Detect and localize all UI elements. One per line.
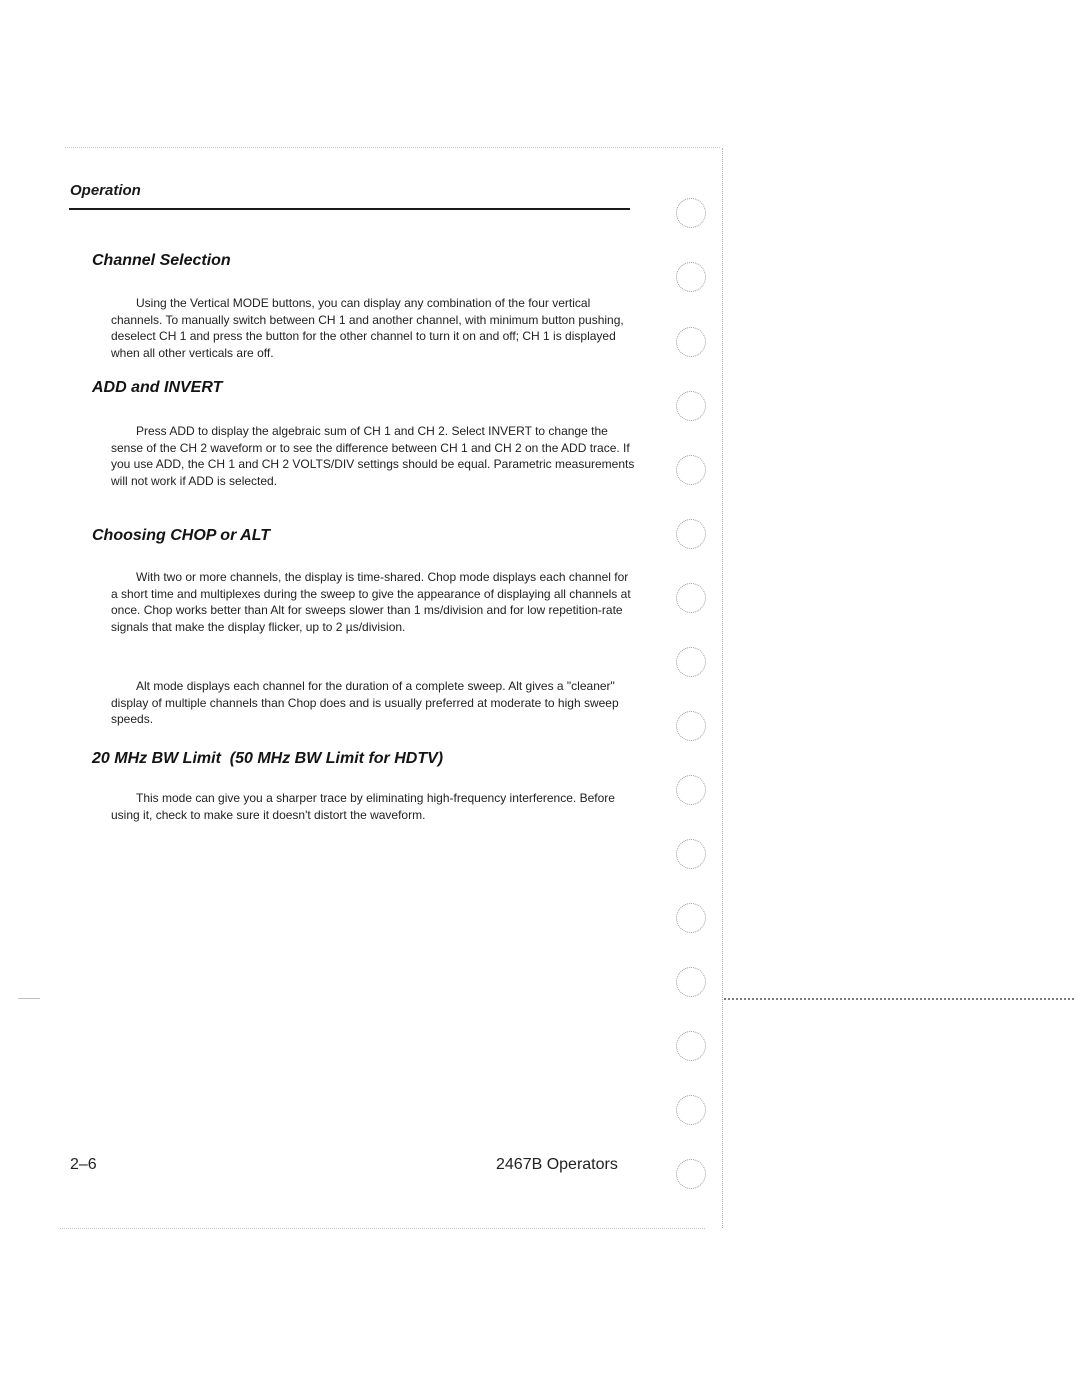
binder-hole bbox=[676, 839, 706, 869]
binder-hole bbox=[676, 775, 706, 805]
paragraph-chop: With two or more channels, the display is time-shared. Chop mode displays each channel for a short time and multiplexes during the sweep to give the appearance of displaying all channels at once. Chop works better than Alt for sweeps slower than 1 ms/division and for low repetition-rate signals that make the display flicker, up to 2 µs/division. bbox=[111, 570, 631, 634]
section-title-bw-limit: 20 MHz BW Limit (50 MHz BW Limit for HDTV) bbox=[92, 750, 444, 767]
binder-hole bbox=[676, 711, 706, 741]
paragraph-channel-selection: Using the Vertical MODE buttons, you can display any combination of the four vertical channels. To manually switch between CH 1 and another channel, with minimum button pushing, deselect CH 1 and press the button for the other channel to turn it on and off; CH 1 is displayed when all other verticals are off. bbox=[111, 296, 624, 360]
section-title-chop-alt: Choosing CHOP or ALT bbox=[92, 527, 271, 544]
bottom-scan-line bbox=[60, 1228, 705, 1229]
left-edge-mark bbox=[18, 998, 40, 999]
binder-hole bbox=[676, 967, 706, 997]
section-title-channel-selection: Channel Selection bbox=[92, 252, 231, 269]
right-edge-line bbox=[724, 998, 1074, 1000]
binder-hole bbox=[676, 583, 706, 613]
manual-title: 2467B Operators bbox=[496, 1156, 618, 1173]
binder-hole bbox=[676, 198, 706, 228]
top-scan-line bbox=[65, 147, 720, 148]
binder-hole bbox=[676, 1095, 706, 1125]
binder-hole bbox=[676, 903, 706, 933]
paragraph-alt: Alt mode displays each channel for the duration of a complete sweep. Alt gives a "cleaner" display of multiple channels than Chop does and is usually preferred at moderate to high sweep speeds. bbox=[111, 679, 619, 726]
paragraph-bw-limit: This mode can give you a sharper trace by eliminating high-frequency interference. Before using it, check to make sure it doesn't distort the waveform. bbox=[111, 791, 615, 822]
right-margin-line bbox=[722, 148, 723, 1228]
binder-hole bbox=[676, 391, 706, 421]
binder-hole bbox=[676, 455, 706, 485]
binder-hole bbox=[676, 1031, 706, 1061]
page-number: 2–6 bbox=[70, 1156, 97, 1173]
paragraph-add-invert: Press ADD to display the algebraic sum of CH 1 and CH 2. Select INVERT to change the sense of the CH 2 waveform or to see the difference between CH 1 and CH 2 on the ADD trace. If you use ADD, the CH 1 and CH 2 VOLTS/DIV settings should be equal. Parametric measurements will not work if ADD is selected. bbox=[111, 424, 635, 488]
binder-hole bbox=[676, 1159, 706, 1189]
header-rule bbox=[69, 208, 630, 210]
binder-hole bbox=[676, 647, 706, 677]
section-title-add-invert: ADD and INVERT bbox=[92, 379, 223, 396]
binder-hole bbox=[676, 262, 706, 292]
binder-hole bbox=[676, 327, 706, 357]
binder-hole bbox=[676, 519, 706, 549]
running-header: Operation bbox=[70, 182, 141, 199]
